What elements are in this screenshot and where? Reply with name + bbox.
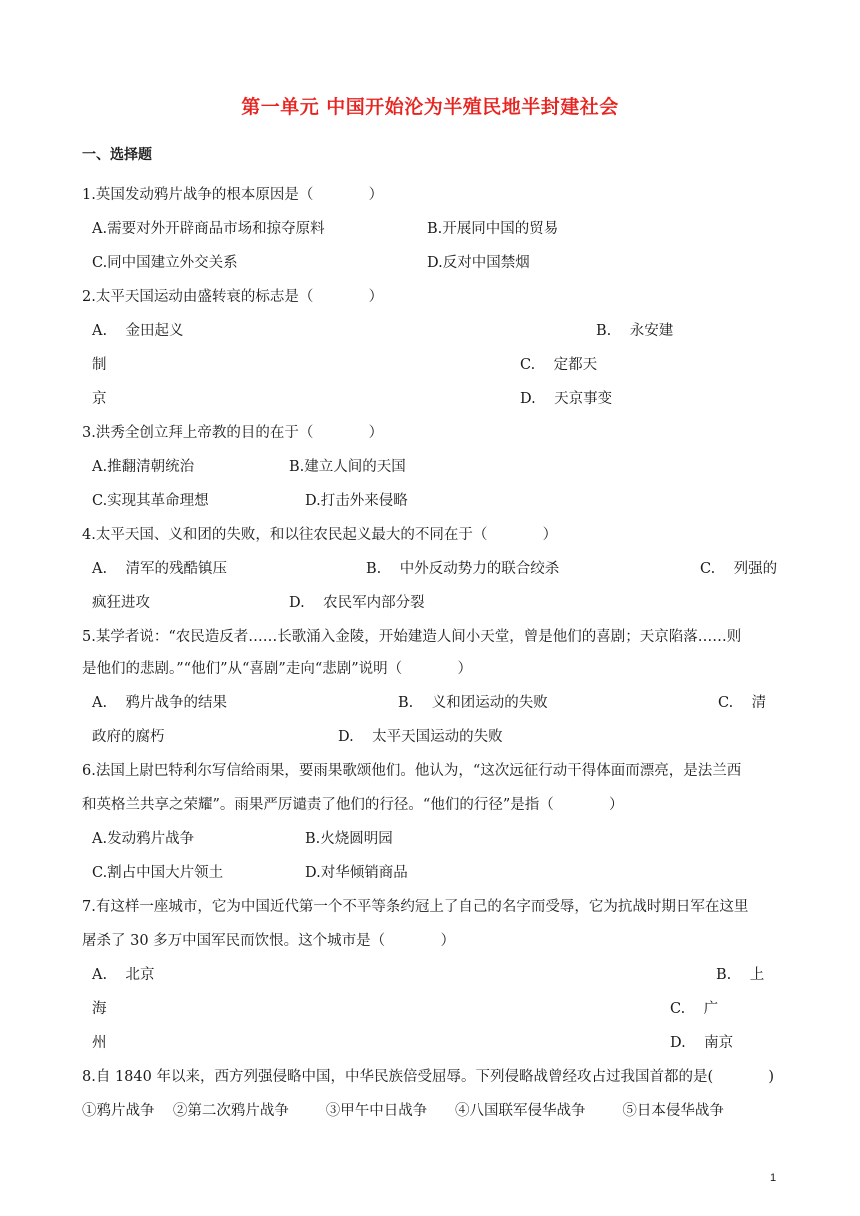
- question-7-stem-line-2: 屠杀了 30 多万中国军民而饮恨。这个城市是（ ）: [82, 933, 455, 949]
- page-number: 1: [770, 1172, 777, 1184]
- question-8-stem: 8.自 1840 年以来，西方列强侵略中国，中华民族倍受屈辱。下列侵略战曾经攻占过我国首都的是( ): [82, 1069, 775, 1085]
- question-3-option-a: A.推翻清朝统治: [92, 459, 195, 475]
- question-6-stem-line-2: 和英格兰共享之荣耀”。雨果严厉谴责了他们的行径。“他们的行径”是指（ ）: [82, 797, 624, 813]
- question-7-option-d: D. 南京: [670, 1035, 734, 1051]
- question-3-stem: 3.洪秀全创立拜上帝教的目的在于（ ）: [82, 425, 384, 441]
- question-7-option-b-continued: 海: [92, 1001, 107, 1017]
- question-8-options: ①鸦片战争 ②第二次鸦片战争 ③甲午中日战争 ④八国联军侵华战争 ⑤日本侵华战争: [82, 1103, 724, 1119]
- question-7-option-b: B. 上: [716, 967, 765, 983]
- question-4-option-b: B. 中外反动势力的联合绞杀: [366, 561, 560, 577]
- question-6-option-c: C.割占中国大片领土: [92, 865, 224, 881]
- question-4-stem: 4.太平天国、义和团的失败，和以往农民起义最大的不同在于（ ）: [82, 527, 558, 543]
- question-5-option-a: A. 鸦片战争的结果: [92, 695, 228, 711]
- question-6-option-d: D.对华倾销商品: [305, 865, 408, 881]
- question-4-option-d: D. 农民军内部分裂: [289, 595, 425, 611]
- question-5-option-d: D. 太平天国运动的失败: [338, 729, 503, 745]
- question-5-option-b: B. 义和团运动的失败: [398, 695, 548, 711]
- question-4-option-c: C. 列强的: [700, 561, 778, 577]
- question-5-stem-line-1: 5.某学者说：“农民造反者……长歌涌入金陵，开始建造人间小天堂，曾是他们的喜剧；天京陷落……则: [82, 629, 742, 645]
- question-2-option-c-continued: 京: [92, 391, 107, 407]
- question-5-stem-line-2: 是他们的悲剧。”“他们”从“喜剧”走向“悲剧”说明（ ）: [82, 661, 472, 677]
- question-2-option-b: B. 永安建: [596, 323, 674, 339]
- question-7-stem-line-1: 7.有这样一座城市，它为中国近代第一个不平等条约冠上了自己的名字而受辱，它为抗战时期日军在这里: [82, 899, 749, 915]
- question-6-stem-line-1: 6.法国上尉巴特利尔写信给雨果，要雨果歌颂他们。他认为，“这次远征行动干得体面而漂亮，是法兰西: [82, 763, 742, 779]
- question-4-option-c-continued: 疯狂进攻: [92, 595, 150, 611]
- question-7-option-c-continued: 州: [92, 1035, 107, 1051]
- question-2-option-a: A. 金田起义: [92, 323, 184, 339]
- question-7-option-a: A. 北京: [92, 967, 155, 983]
- question-2-option-c: C. 定都天: [520, 357, 598, 373]
- question-3-option-b: B.建立人间的天国: [289, 459, 406, 475]
- question-3-option-c: C.实现其革命理想: [92, 493, 209, 509]
- question-1-option-d: D.反对中国禁烟: [427, 255, 530, 271]
- question-5-option-c: C. 清: [718, 695, 767, 711]
- question-2-option-d: D. 天京事变: [520, 391, 613, 407]
- question-6-option-b: B.火烧圆明园: [305, 831, 393, 847]
- page-title: 第一单元 中国开始沦为半殖民地半封建社会: [241, 96, 619, 118]
- question-6-option-a: A.发动鸦片战争: [92, 831, 195, 847]
- question-1-stem: 1.英国发动鸦片战争的根本原因是（ ）: [82, 187, 384, 203]
- question-5-option-c-continued: 政府的腐朽: [92, 729, 165, 745]
- question-3-option-d: D.打击外来侵略: [305, 493, 408, 509]
- question-2-stem: 2.太平天国运动由盛转衰的标志是（ ）: [82, 289, 384, 305]
- question-1-option-c: C.同中国建立外交关系: [92, 255, 238, 271]
- question-1-option-b: B.开展同中国的贸易: [427, 221, 559, 237]
- question-4-option-a: A. 清军的残酷镇压: [92, 561, 228, 577]
- question-7-option-c: C. 广: [670, 1001, 719, 1017]
- section-heading: 一、选择题: [82, 147, 152, 163]
- question-1-option-a: A.需要对外开辟商品市场和掠夺原料: [92, 221, 325, 237]
- question-2-option-b-continued: 制: [92, 357, 107, 373]
